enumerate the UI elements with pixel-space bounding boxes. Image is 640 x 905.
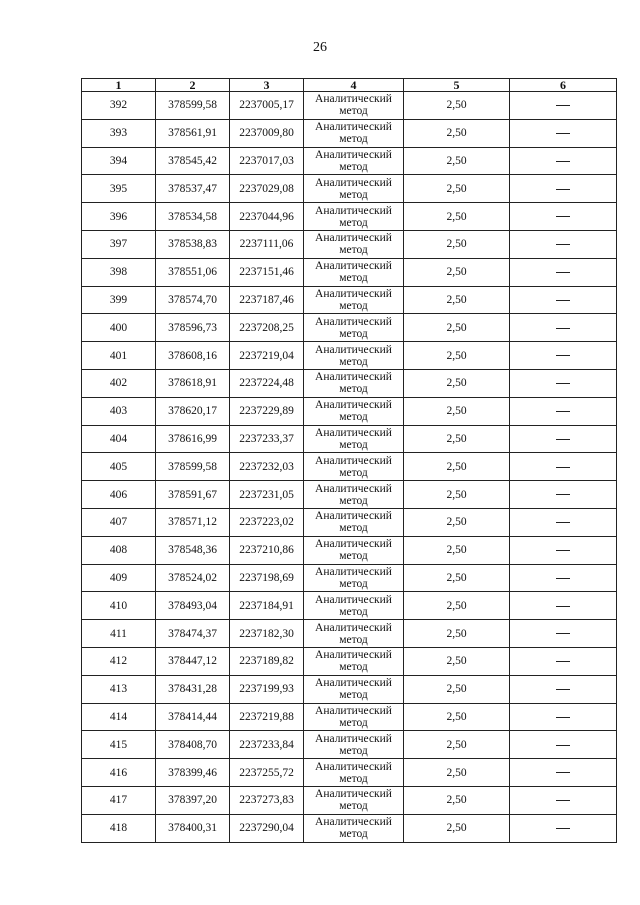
note-cell xyxy=(510,92,617,120)
note-cell xyxy=(510,508,617,536)
x-coordinate-cell: 378397,20 xyxy=(156,786,230,814)
table-row xyxy=(82,592,617,620)
accuracy-cell: 2,50 xyxy=(404,92,510,120)
coordinates-table xyxy=(81,78,617,843)
method-cell: Аналитический метод xyxy=(304,481,404,509)
x-coordinate-cell: 378524,02 xyxy=(156,564,230,592)
point-number-cell: 392 xyxy=(82,92,156,120)
accuracy-cell: 2,50 xyxy=(404,397,510,425)
point-number-cell: 416 xyxy=(82,759,156,787)
x-coordinate-cell: 378474,37 xyxy=(156,620,230,648)
y-coordinate-cell: 2237223,02 xyxy=(230,508,304,536)
method-cell: Аналитический метод xyxy=(304,175,404,203)
point-number-cell: 398 xyxy=(82,258,156,286)
point-number-cell: 396 xyxy=(82,203,156,231)
accuracy-cell: 2,50 xyxy=(404,647,510,675)
accuracy-cell: 2,50 xyxy=(404,119,510,147)
dash-mark xyxy=(556,161,570,162)
accuracy-cell: 2,50 xyxy=(404,759,510,787)
dash-mark xyxy=(556,216,570,217)
point-number-cell: 414 xyxy=(82,703,156,731)
note-cell xyxy=(510,258,617,286)
accuracy-cell: 2,50 xyxy=(404,286,510,314)
accuracy-cell: 2,50 xyxy=(404,703,510,731)
table-row xyxy=(82,453,617,481)
dash-mark xyxy=(556,633,570,634)
point-number-cell: 415 xyxy=(82,731,156,759)
dash-mark xyxy=(556,578,570,579)
note-cell xyxy=(510,647,617,675)
table-row xyxy=(82,814,617,842)
dash-mark xyxy=(556,189,570,190)
note-cell xyxy=(510,759,617,787)
dash-mark xyxy=(556,689,570,690)
dash-mark xyxy=(556,300,570,301)
accuracy-cell: 2,50 xyxy=(404,175,510,203)
method-cell: Аналитический метод xyxy=(304,286,404,314)
note-cell xyxy=(510,397,617,425)
note-cell xyxy=(510,175,617,203)
table-row xyxy=(82,203,617,231)
point-number-cell: 400 xyxy=(82,314,156,342)
x-coordinate-cell: 378493,04 xyxy=(156,592,230,620)
note-cell xyxy=(510,786,617,814)
dash-mark xyxy=(556,133,570,134)
point-number-cell: 393 xyxy=(82,119,156,147)
dash-mark xyxy=(556,383,570,384)
method-cell: Аналитический метод xyxy=(304,92,404,120)
point-number-cell: 405 xyxy=(82,453,156,481)
table-row xyxy=(82,508,617,536)
column-header: 3 xyxy=(230,79,304,92)
table-row xyxy=(82,647,617,675)
accuracy-cell: 2,50 xyxy=(404,342,510,370)
x-coordinate-cell: 378574,70 xyxy=(156,286,230,314)
table-row xyxy=(82,286,617,314)
accuracy-cell: 2,50 xyxy=(404,314,510,342)
column-header: 1 xyxy=(82,79,156,92)
x-coordinate-cell: 378545,42 xyxy=(156,147,230,175)
x-coordinate-cell: 378399,46 xyxy=(156,759,230,787)
table-row xyxy=(82,119,617,147)
table-row xyxy=(82,786,617,814)
method-cell: Аналитический метод xyxy=(304,230,404,258)
y-coordinate-cell: 2237005,17 xyxy=(230,92,304,120)
dash-mark xyxy=(556,105,570,106)
note-cell xyxy=(510,369,617,397)
x-coordinate-cell: 378620,17 xyxy=(156,397,230,425)
dash-mark xyxy=(556,467,570,468)
y-coordinate-cell: 2237182,30 xyxy=(230,620,304,648)
point-number-cell: 404 xyxy=(82,425,156,453)
x-coordinate-cell: 378538,83 xyxy=(156,230,230,258)
x-coordinate-cell: 378599,58 xyxy=(156,453,230,481)
y-coordinate-cell: 2237111,06 xyxy=(230,230,304,258)
dash-mark xyxy=(556,522,570,523)
table-row xyxy=(82,342,617,370)
dash-mark xyxy=(556,328,570,329)
note-cell xyxy=(510,147,617,175)
y-coordinate-cell: 2237273,83 xyxy=(230,786,304,814)
method-cell: Аналитический метод xyxy=(304,564,404,592)
method-cell: Аналитический метод xyxy=(304,342,404,370)
x-coordinate-cell: 378591,67 xyxy=(156,481,230,509)
note-cell xyxy=(510,731,617,759)
note-cell xyxy=(510,286,617,314)
method-cell: Аналитический метод xyxy=(304,647,404,675)
dash-mark xyxy=(556,244,570,245)
table-row xyxy=(82,425,617,453)
accuracy-cell: 2,50 xyxy=(404,675,510,703)
note-cell xyxy=(510,814,617,842)
table-row xyxy=(82,258,617,286)
x-coordinate-cell: 378616,99 xyxy=(156,425,230,453)
y-coordinate-cell: 2237199,93 xyxy=(230,675,304,703)
table-row xyxy=(82,92,617,120)
note-cell xyxy=(510,564,617,592)
table-row xyxy=(82,731,617,759)
point-number-cell: 413 xyxy=(82,675,156,703)
table-row xyxy=(82,175,617,203)
y-coordinate-cell: 2237233,84 xyxy=(230,731,304,759)
method-cell: Аналитический метод xyxy=(304,147,404,175)
method-cell: Аналитический метод xyxy=(304,425,404,453)
method-cell: Аналитический метод xyxy=(304,453,404,481)
y-coordinate-cell: 2237189,82 xyxy=(230,647,304,675)
note-cell xyxy=(510,536,617,564)
point-number-cell: 408 xyxy=(82,536,156,564)
x-coordinate-cell: 378548,36 xyxy=(156,536,230,564)
table-row xyxy=(82,703,617,731)
x-coordinate-cell: 378408,70 xyxy=(156,731,230,759)
note-cell xyxy=(510,592,617,620)
point-number-cell: 402 xyxy=(82,369,156,397)
note-cell xyxy=(510,314,617,342)
method-cell: Аналитический метод xyxy=(304,592,404,620)
y-coordinate-cell: 2237151,46 xyxy=(230,258,304,286)
accuracy-cell: 2,50 xyxy=(404,203,510,231)
dash-mark xyxy=(556,661,570,662)
method-cell: Аналитический метод xyxy=(304,314,404,342)
note-cell xyxy=(510,203,617,231)
note-cell xyxy=(510,425,617,453)
point-number-cell: 403 xyxy=(82,397,156,425)
accuracy-cell: 2,50 xyxy=(404,564,510,592)
column-header: 5 xyxy=(404,79,510,92)
dash-mark xyxy=(556,800,570,801)
dash-mark xyxy=(556,717,570,718)
method-cell: Аналитический метод xyxy=(304,508,404,536)
point-number-cell: 417 xyxy=(82,786,156,814)
point-number-cell: 407 xyxy=(82,508,156,536)
table-row xyxy=(82,481,617,509)
x-coordinate-cell: 378400,31 xyxy=(156,814,230,842)
y-coordinate-cell: 2237210,86 xyxy=(230,536,304,564)
point-number-cell: 399 xyxy=(82,286,156,314)
dash-mark xyxy=(556,606,570,607)
y-coordinate-cell: 2237029,08 xyxy=(230,175,304,203)
method-cell: Аналитический метод xyxy=(304,703,404,731)
column-header: 4 xyxy=(304,79,404,92)
note-cell xyxy=(510,453,617,481)
dash-mark xyxy=(556,828,570,829)
dash-mark xyxy=(556,550,570,551)
y-coordinate-cell: 2237198,69 xyxy=(230,564,304,592)
accuracy-cell: 2,50 xyxy=(404,258,510,286)
accuracy-cell: 2,50 xyxy=(404,369,510,397)
point-number-cell: 395 xyxy=(82,175,156,203)
accuracy-cell: 2,50 xyxy=(404,536,510,564)
dash-mark xyxy=(556,494,570,495)
dash-mark xyxy=(556,355,570,356)
y-coordinate-cell: 2237219,04 xyxy=(230,342,304,370)
y-coordinate-cell: 2237232,03 xyxy=(230,453,304,481)
method-cell: Аналитический метод xyxy=(304,620,404,648)
accuracy-cell: 2,50 xyxy=(404,453,510,481)
table-row xyxy=(82,147,617,175)
y-coordinate-cell: 2237231,05 xyxy=(230,481,304,509)
point-number-cell: 394 xyxy=(82,147,156,175)
y-coordinate-cell: 2237224,48 xyxy=(230,369,304,397)
page-number: 26 xyxy=(313,40,327,55)
y-coordinate-cell: 2237255,72 xyxy=(230,759,304,787)
method-cell: Аналитический метод xyxy=(304,759,404,787)
y-coordinate-cell: 2237208,25 xyxy=(230,314,304,342)
accuracy-cell: 2,50 xyxy=(404,147,510,175)
note-cell xyxy=(510,481,617,509)
accuracy-cell: 2,50 xyxy=(404,508,510,536)
table-row xyxy=(82,369,617,397)
note-cell xyxy=(510,703,617,731)
table-row xyxy=(82,536,617,564)
accuracy-cell: 2,50 xyxy=(404,592,510,620)
method-cell: Аналитический метод xyxy=(304,536,404,564)
y-coordinate-cell: 2237044,96 xyxy=(230,203,304,231)
note-cell xyxy=(510,620,617,648)
x-coordinate-cell: 378596,73 xyxy=(156,314,230,342)
x-coordinate-cell: 378537,47 xyxy=(156,175,230,203)
method-cell: Аналитический метод xyxy=(304,814,404,842)
x-coordinate-cell: 378431,28 xyxy=(156,675,230,703)
method-cell: Аналитический метод xyxy=(304,786,404,814)
x-coordinate-cell: 378551,06 xyxy=(156,258,230,286)
method-cell: Аналитический метод xyxy=(304,397,404,425)
accuracy-cell: 2,50 xyxy=(404,481,510,509)
dash-mark xyxy=(556,411,570,412)
point-number-cell: 401 xyxy=(82,342,156,370)
point-number-cell: 410 xyxy=(82,592,156,620)
column-header: 2 xyxy=(156,79,230,92)
table-row xyxy=(82,314,617,342)
method-cell: Аналитический метод xyxy=(304,203,404,231)
point-number-cell: 411 xyxy=(82,620,156,648)
table-row xyxy=(82,564,617,592)
table-body xyxy=(82,92,617,843)
point-number-cell: 418 xyxy=(82,814,156,842)
x-coordinate-cell: 378571,12 xyxy=(156,508,230,536)
table-row xyxy=(82,397,617,425)
table-row xyxy=(82,675,617,703)
x-coordinate-cell: 378561,91 xyxy=(156,119,230,147)
x-coordinate-cell: 378534,58 xyxy=(156,203,230,231)
method-cell: Аналитический метод xyxy=(304,369,404,397)
y-coordinate-cell: 2237009,80 xyxy=(230,119,304,147)
method-cell: Аналитический метод xyxy=(304,119,404,147)
point-number-cell: 412 xyxy=(82,647,156,675)
point-number-cell: 397 xyxy=(82,230,156,258)
table-row xyxy=(82,230,617,258)
table-header-row xyxy=(82,79,617,92)
y-coordinate-cell: 2237187,46 xyxy=(230,286,304,314)
method-cell: Аналитический метод xyxy=(304,675,404,703)
x-coordinate-cell: 378608,16 xyxy=(156,342,230,370)
x-coordinate-cell: 378414,44 xyxy=(156,703,230,731)
accuracy-cell: 2,50 xyxy=(404,731,510,759)
point-number-cell: 409 xyxy=(82,564,156,592)
note-cell xyxy=(510,675,617,703)
dash-mark xyxy=(556,439,570,440)
y-coordinate-cell: 2237233,37 xyxy=(230,425,304,453)
y-coordinate-cell: 2237219,88 xyxy=(230,703,304,731)
y-coordinate-cell: 2237184,91 xyxy=(230,592,304,620)
x-coordinate-cell: 378599,58 xyxy=(156,92,230,120)
accuracy-cell: 2,50 xyxy=(404,425,510,453)
note-cell xyxy=(510,342,617,370)
note-cell xyxy=(510,230,617,258)
column-header: 6 xyxy=(510,79,617,92)
x-coordinate-cell: 378447,12 xyxy=(156,647,230,675)
point-number-cell: 406 xyxy=(82,481,156,509)
dash-mark xyxy=(556,772,570,773)
method-cell: Аналитический метод xyxy=(304,258,404,286)
method-cell: Аналитический метод xyxy=(304,731,404,759)
y-coordinate-cell: 2237290,04 xyxy=(230,814,304,842)
accuracy-cell: 2,50 xyxy=(404,786,510,814)
table-row xyxy=(82,759,617,787)
y-coordinate-cell: 2237229,89 xyxy=(230,397,304,425)
dash-mark xyxy=(556,272,570,273)
dash-mark xyxy=(556,745,570,746)
x-coordinate-cell: 378618,91 xyxy=(156,369,230,397)
accuracy-cell: 2,50 xyxy=(404,620,510,648)
y-coordinate-cell: 2237017,03 xyxy=(230,147,304,175)
table-row xyxy=(82,620,617,648)
accuracy-cell: 2,50 xyxy=(404,814,510,842)
note-cell xyxy=(510,119,617,147)
accuracy-cell: 2,50 xyxy=(404,230,510,258)
